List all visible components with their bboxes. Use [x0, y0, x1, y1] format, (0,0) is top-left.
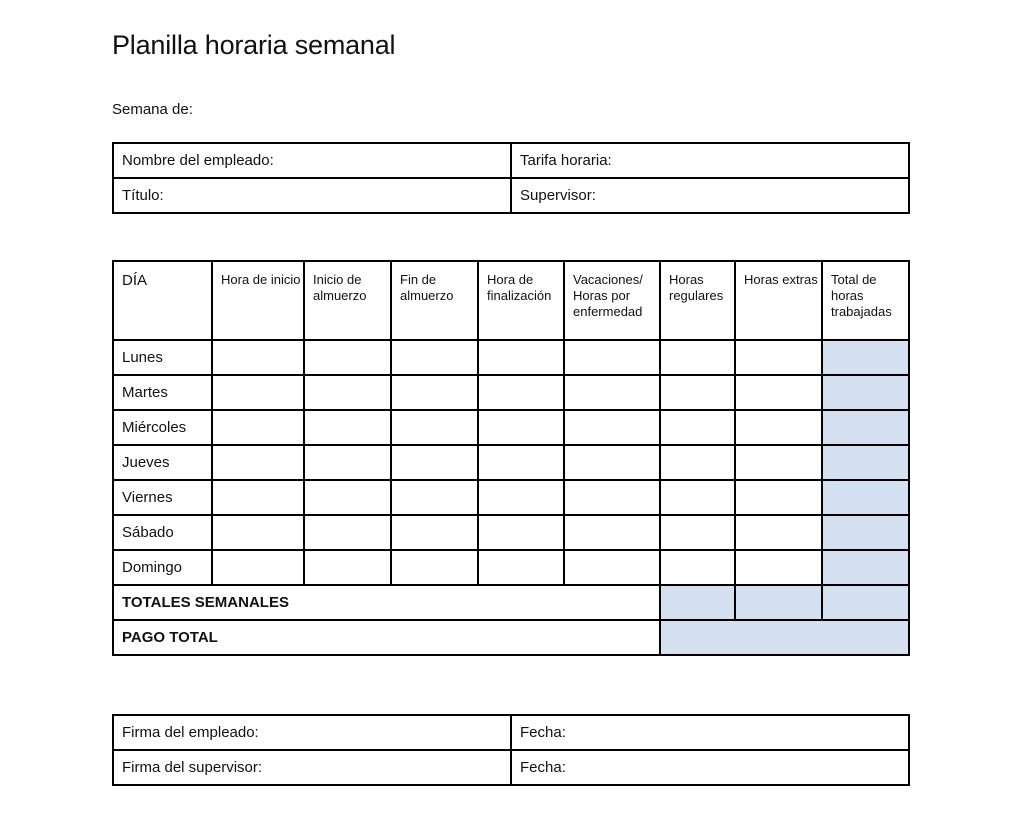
header-lunch-end: Fin de almuerzo: [391, 261, 478, 340]
lunch-start-cell[interactable]: [304, 445, 391, 480]
day-label: Lunes: [113, 340, 212, 375]
header-vacation-sick: Vacaciones/ Horas por enfermedad: [564, 261, 660, 340]
regular-hours-cell[interactable]: [660, 515, 735, 550]
day-row: [113, 445, 909, 480]
lunch-end-cell[interactable]: [391, 445, 478, 480]
start-time-cell[interactable]: [212, 375, 304, 410]
lunch-start-cell[interactable]: [304, 340, 391, 375]
end-time-cell[interactable]: [478, 340, 564, 375]
regular-hours-cell[interactable]: [660, 550, 735, 585]
page-title: Planilla horaria semanal: [112, 30, 396, 60]
lunch-end-cell[interactable]: [391, 340, 478, 375]
overtime-cell[interactable]: [735, 410, 822, 445]
day-label: Jueves: [113, 445, 212, 480]
total-pay-label: PAGO TOTAL: [113, 620, 660, 655]
lunch-start-cell[interactable]: [304, 515, 391, 550]
regular-hours-cell[interactable]: [660, 480, 735, 515]
vacation-sick-cell[interactable]: [564, 340, 660, 375]
end-time-cell[interactable]: [478, 550, 564, 585]
lunch-end-cell[interactable]: [391, 515, 478, 550]
regular-hours-cell[interactable]: [660, 410, 735, 445]
start-time-cell[interactable]: [212, 410, 304, 445]
employee-name-field[interactable]: Nombre del empleado:: [113, 143, 511, 178]
header-end-time: Hora de finalización: [478, 261, 564, 340]
info-row: [113, 178, 909, 213]
day-row: [113, 340, 909, 375]
total-hours-cell[interactable]: [822, 410, 909, 445]
regular-hours-cell[interactable]: [660, 340, 735, 375]
total-hours-cell[interactable]: [822, 375, 909, 410]
start-time-cell[interactable]: [212, 480, 304, 515]
lunch-end-cell[interactable]: [391, 410, 478, 445]
supervisor-date-field[interactable]: Fecha:: [511, 750, 909, 785]
day-label: Miércoles: [113, 410, 212, 445]
start-time-cell[interactable]: [212, 445, 304, 480]
day-label: Domingo: [113, 550, 212, 585]
signature-row: [113, 750, 909, 785]
weekly-regular-hours-cell[interactable]: [660, 585, 735, 620]
weekly-total-hours-cell[interactable]: [822, 585, 909, 620]
day-row: [113, 480, 909, 515]
day-label: Sábado: [113, 515, 212, 550]
lunch-start-cell[interactable]: [304, 550, 391, 585]
weekly-overtime-cell[interactable]: [735, 585, 822, 620]
overtime-cell[interactable]: [735, 480, 822, 515]
employee-signature-field[interactable]: Firma del empleado:: [113, 715, 511, 750]
weekly-hours-table: [112, 260, 910, 656]
overtime-cell[interactable]: [735, 375, 822, 410]
start-time-cell[interactable]: [212, 340, 304, 375]
hourly-rate-field[interactable]: Tarifa horaria:: [511, 143, 909, 178]
lunch-end-cell[interactable]: [391, 375, 478, 410]
header-row: [113, 261, 909, 340]
employee-info-table: [112, 142, 910, 214]
total-hours-cell[interactable]: [822, 340, 909, 375]
end-time-cell[interactable]: [478, 480, 564, 515]
header-overtime: Horas extras: [735, 261, 822, 340]
day-row: [113, 515, 909, 550]
header-lunch-start: Inicio de almuerzo: [304, 261, 391, 340]
supervisor-field[interactable]: Supervisor:: [511, 178, 909, 213]
day-label: Viernes: [113, 480, 212, 515]
day-label: Martes: [113, 375, 212, 410]
lunch-start-cell[interactable]: [304, 410, 391, 445]
vacation-sick-cell[interactable]: [564, 375, 660, 410]
total-pay-row: [113, 620, 909, 655]
end-time-cell[interactable]: [478, 515, 564, 550]
day-row: [113, 410, 909, 445]
start-time-cell[interactable]: [212, 515, 304, 550]
start-time-cell[interactable]: [212, 550, 304, 585]
vacation-sick-cell[interactable]: [564, 445, 660, 480]
info-row: [113, 143, 909, 178]
day-row: [113, 550, 909, 585]
lunch-end-cell[interactable]: [391, 550, 478, 585]
total-hours-cell[interactable]: [822, 550, 909, 585]
regular-hours-cell[interactable]: [660, 375, 735, 410]
job-title-field[interactable]: Título:: [113, 178, 511, 213]
day-row: [113, 375, 909, 410]
header-regular-hours: Horas regulares: [660, 261, 735, 340]
week-label: Semana de:: [112, 101, 193, 118]
supervisor-signature-field[interactable]: Firma del supervisor:: [113, 750, 511, 785]
lunch-start-cell[interactable]: [304, 375, 391, 410]
weekly-totals-label: TOTALES SEMANALES: [113, 585, 660, 620]
overtime-cell[interactable]: [735, 445, 822, 480]
total-hours-cell[interactable]: [822, 515, 909, 550]
lunch-end-cell[interactable]: [391, 480, 478, 515]
overtime-cell[interactable]: [735, 550, 822, 585]
header-total-hours: Total de horas trabajadas: [822, 261, 909, 340]
employee-date-field[interactable]: Fecha:: [511, 715, 909, 750]
vacation-sick-cell[interactable]: [564, 515, 660, 550]
overtime-cell[interactable]: [735, 515, 822, 550]
vacation-sick-cell[interactable]: [564, 480, 660, 515]
total-hours-cell[interactable]: [822, 480, 909, 515]
regular-hours-cell[interactable]: [660, 445, 735, 480]
signature-table: [112, 714, 910, 786]
end-time-cell[interactable]: [478, 410, 564, 445]
header-start-time: Hora de inicio: [212, 261, 304, 340]
end-time-cell[interactable]: [478, 445, 564, 480]
total-hours-cell[interactable]: [822, 445, 909, 480]
vacation-sick-cell[interactable]: [564, 550, 660, 585]
signature-row: [113, 715, 909, 750]
weekly-totals-row: [113, 585, 909, 620]
total-pay-cell[interactable]: [660, 620, 909, 655]
lunch-start-cell[interactable]: [304, 480, 391, 515]
vacation-sick-cell[interactable]: [564, 410, 660, 445]
overtime-cell[interactable]: [735, 340, 822, 375]
end-time-cell[interactable]: [478, 375, 564, 410]
header-day: DÍA: [113, 261, 212, 340]
